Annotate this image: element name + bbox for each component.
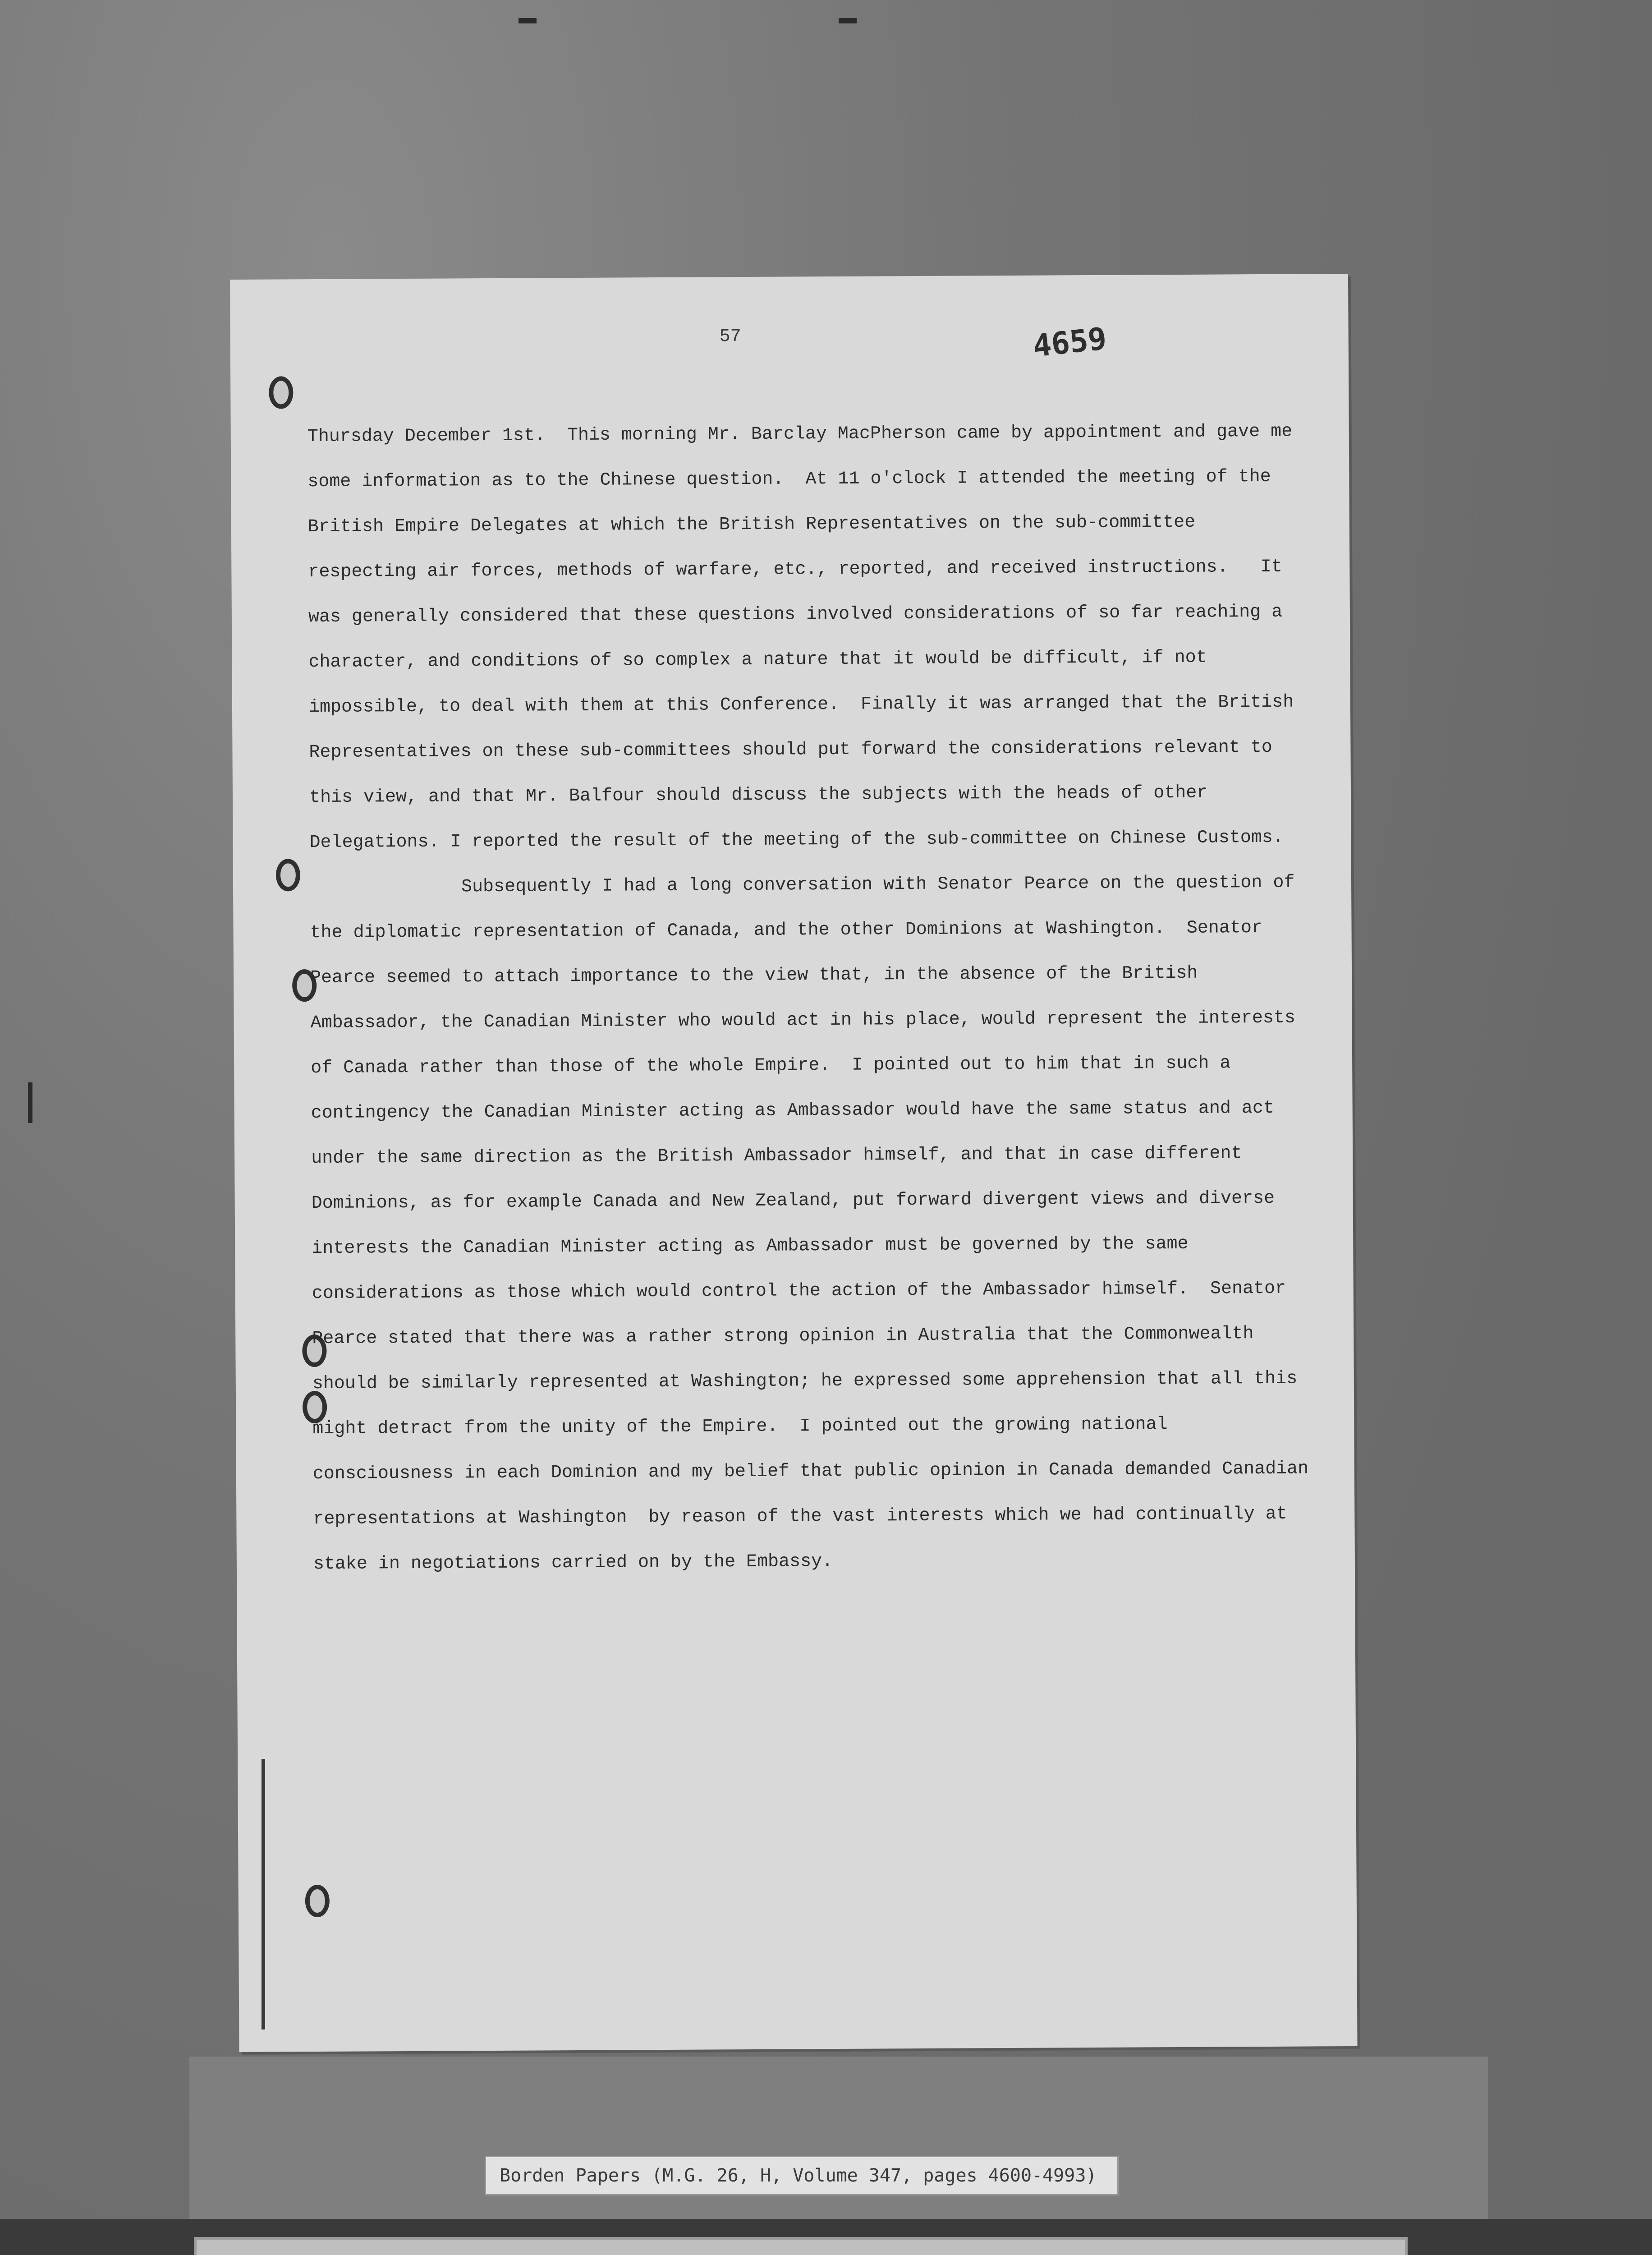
collection-label: [485, 2156, 1119, 2195]
paragraph-thursday-december-1st: Thursday December 1st. This morning Mr. Barclay MacPherson came by appointment and gave me some information as to the Chinese question. At 11 o'clock I attended the meeting of the British Empire Delegates at which the British Representatives on the sub-committee respecting air forces, methods of warfare, etc., reported, and received instructions. It was generally considered that these questions involved considerations of so far reaching a character, and conditions of so complex a nature that it would be difficult, if not impossible, to deal with them at this Conference. Finally it was arranged that the British Representatives on these sub-committees should put forward the considerations relevant to this view, and that Mr. Balfour should discuss the subjects with the heads of other Delegations. I reported the result of the meeting of the sub-committee on Chinese Customs.: [307, 421, 1305, 853]
document-page: [230, 274, 1358, 2052]
paragraph-senator-pearce: Subsequently I had a long conversation with Senator Pearce on the question of the diplomatic representation of Canada, and the other Dominions at Washington. Senator Pearce seemed to attach importance to the view that, in the absence of the British Ambassador, the Canadian Minister who would act in his place, would represent the interests of Canada rather than those of the whole Empire. I pointed out to him that in such a contingency the Canadian Minister acting as Ambassador would have the same status and act under the same direction as the British Ambassador himself, and that in case different Dominions, as for example Canada and New Zealand, put forward divergent views and diverse interests the Canadian Minister acting as Ambassador must be governed by the same considerations as those which would control the action of the Ambassador himself. Senator Pearce stated that there was a rather strong opinion in Australia that the Commonwealth should be similarly represented at Washington; he expressed some apprehension that all this might detract from the unity of the Empire. I pointed out the growing national consciousness in each Dominion and my belief that public opinion in Canada demanded Canadian representations at Washington by reason of the vast interests which we had continually at stake in negotiations carried on by the Embassy.: [309, 872, 1320, 1575]
punch-hole: [269, 376, 293, 409]
page-number: 57: [719, 327, 741, 347]
folio-stamp: 4659: [1031, 321, 1109, 364]
punch-hole: [276, 859, 300, 891]
film-mark: [519, 18, 537, 23]
film-mark: [839, 18, 857, 23]
page-shadow-edge: [262, 1759, 265, 2030]
collection-label-text: Borden Papers (M.G. 26, H, Volume 347, pages 4600-4993): [500, 2165, 1097, 2186]
film-mark: [28, 1082, 32, 1123]
archives-card: [194, 2237, 1408, 2255]
typed-text-body: [307, 409, 1320, 1587]
background-board: [189, 2057, 1488, 2246]
punch-hole: [305, 1885, 330, 1917]
